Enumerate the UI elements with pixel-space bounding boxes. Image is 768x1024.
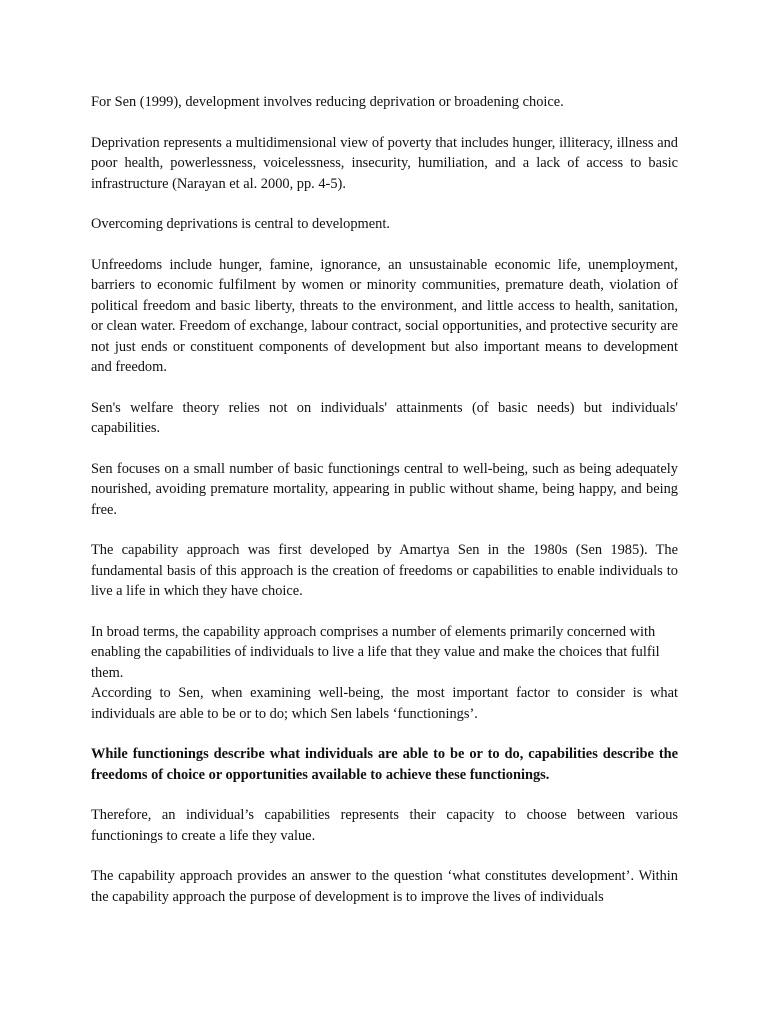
paragraph-deprivation: Deprivation represents a multidimensional view of poverty that includes hunger, illiteracy, illness and poor health, powerlessness, voicelessness, insecurity, humiliation, and a lack of access to basic infrastructure (Narayan et al. 2000, pp. 4-5). (91, 134, 678, 192)
paragraph-welfare-theory: Sen's welfare theory relies not on individuals' attainments (of basic needs) but individuals' capabilities. (91, 399, 678, 436)
paragraph-capability-origin: The capability approach was first developed by Amartya Sen in the 1980s (Sen 1985). The fundamental basis of this approach is the creation of freedoms or capabilities to enable individuals to live a life in which they have choice. (91, 542, 678, 599)
document-body (91, 92, 678, 907)
paragraph-basic-functionings: Sen focuses on a small number of basic functionings central to well-being, such as being adequately nourished, avoiding premature mortality, appearing in public without shame, being happy, and being free. (91, 460, 678, 518)
paragraph-broad-terms: In broad terms, the capability approach comprises a number of elements primarily concerned with enabling the capabilities of individuals to live a life that they value and make the choices that fulfil them. (91, 623, 660, 681)
paragraph-unfreedoms: Unfreedoms include hunger, famine, ignorance, an unsustainable economic life, unemployment, barriers to economic fulfilment by women or minority communities, premature death, violation of political freedom and basic liberty, threats to the environment, and little access to health, sanitation, or clean water. Freedom of exchange, labour contract, social opportunities, and protective security are not just ends or constituent components of development but also important means to development and freedom. (91, 256, 678, 375)
paragraph-overcoming-deprivations: Overcoming deprivations is central to development. (91, 216, 390, 232)
paragraph-sen-1999: For Sen (1999), development involves reducing deprivation or broadening choice. (91, 94, 564, 110)
paragraph-according-to-sen: According to Sen, when examining well-being, the most important factor to consider is what individuals are able to be or to do; which Sen labels ‘functionings’. (91, 685, 678, 722)
paragraph-development-purpose: The capability approach provides an answer to the question ‘what constitutes development’. Within the capability approach the purpose of development is to improve the lives of individuals (91, 868, 678, 905)
paragraph-therefore: Therefore, an individual’s capabilities represents their capacity to choose between various functionings to create a life they value. (91, 807, 678, 844)
paragraph-functionings-vs-capabilities: While functionings describe what individuals are able to be or to do, capabilities describe the freedoms of choice or opportunities available to achieve these functionings. (91, 746, 678, 783)
